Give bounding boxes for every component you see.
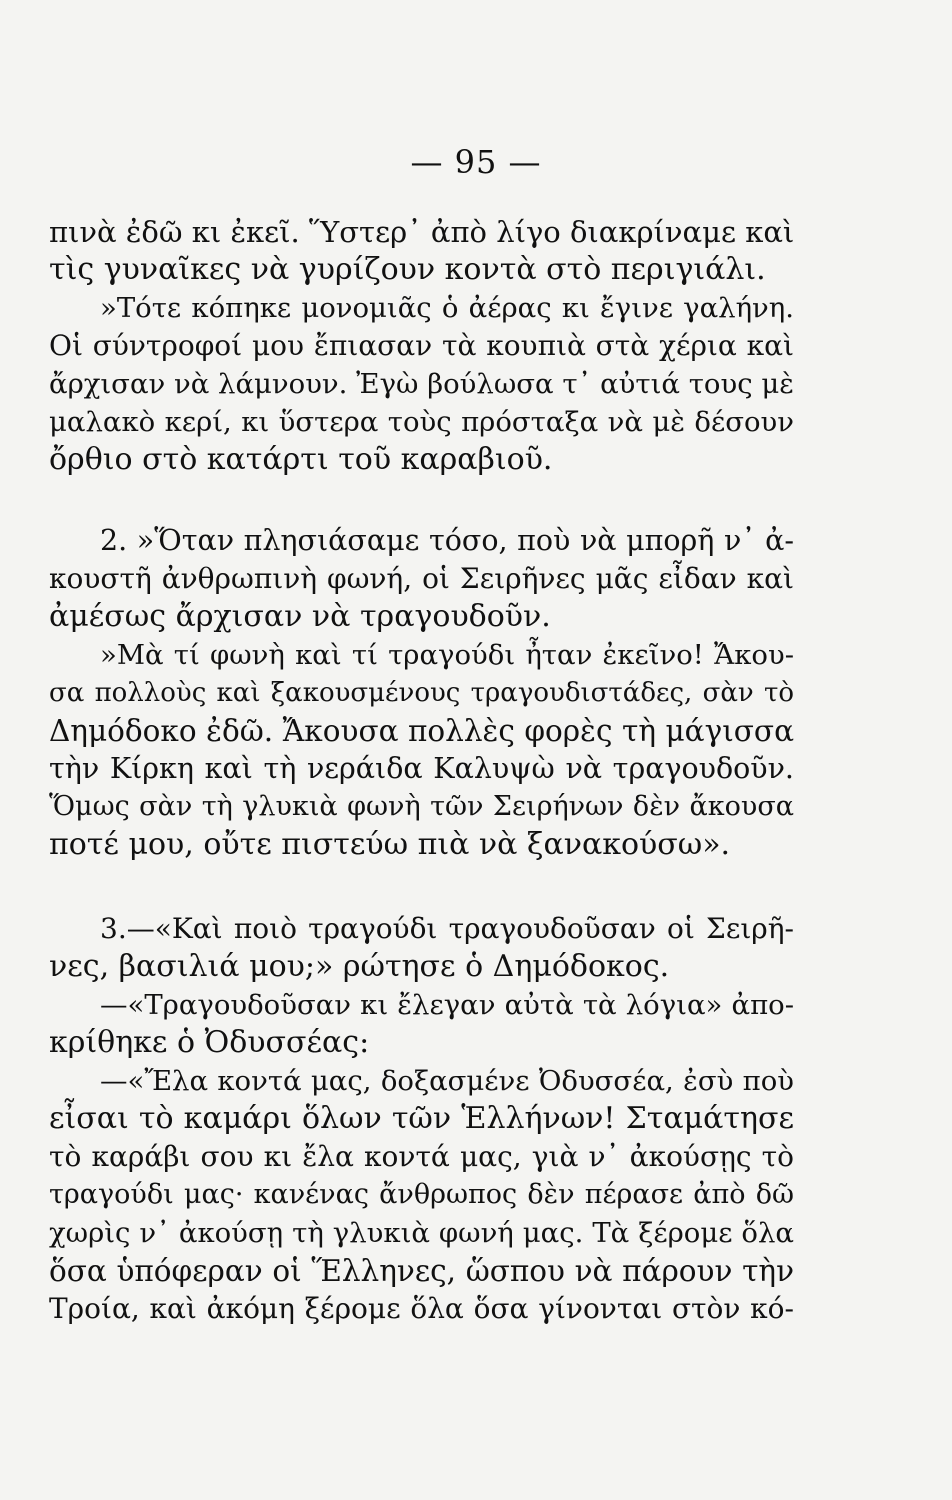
text-line: 2. »Ὅταν πλησιάσαμε τόσο, ποὺ νὰ μπορῆ ν᾽ ἀ- xyxy=(100,524,794,557)
text-line: νες, βασιλιά μου;» ρώτησε ὁ Δημόδοκος. xyxy=(49,949,670,984)
text-line: ὄρθιο στὸ κατάρτι τοῦ καραβιοῦ. xyxy=(49,442,553,477)
text-line: Οἱ σύντροφοί μου ἔπιασαν τὰ κουπιὰ στὰ χέρια καὶ xyxy=(49,329,794,362)
text-line: Ὅμως σὰν τὴ γλυκιὰ φωνὴ τῶν Σειρήνων δὲν ἄκουσα xyxy=(49,791,794,822)
text-line: »Τότε κόπηκε μονομιᾶς ὁ ἀέρας κι ἔγινε γαλήνη. xyxy=(100,292,794,324)
text-line: ἀμέσως ἄρχισαν νὰ τραγουδοῦν. xyxy=(49,599,551,634)
text-line: κρίθηκε ὁ Ὀδυσσέας: xyxy=(49,1025,370,1060)
text-line: Τροία, καὶ ἀκόμη ξέρομε ὅλα ὅσα γίνονται στὸν κό- xyxy=(49,1292,794,1325)
text-line: ἄρχισαν νὰ λάμνουν. Ἐγὼ βούλωσα τ᾽ αὐτιά τους μὲ xyxy=(49,368,794,400)
text-line: τὸ καράβι σου κι ἔλα κοντά μας, γιὰ ν᾽ ἀκούσῃς τὸ xyxy=(49,1140,794,1173)
text-line: 3.—«Καὶ ποιὸ τραγούδι τραγουδοῦσαν οἱ Σειρῆ- xyxy=(100,912,794,945)
text-line: χωρὶς ν᾽ ἀκούσῃ τὴ γλυκιὰ φωνή μας. Τὰ ξέρομε ὅλα xyxy=(49,1217,794,1249)
text-line: κουστῆ ἀνθρωπινὴ φωνή, οἱ Σειρῆνες μᾶς εἶδαν καὶ xyxy=(49,562,794,595)
text-line: σα πολλοὺς καὶ ξακουσμένους τραγουδιστάδες, σὰν τὸ xyxy=(49,678,794,708)
text-line: —«Τραγουδοῦσαν κι ἔλεγαν αὐτὰ τὰ λόγια» ἀπο- xyxy=(100,989,794,1021)
text-line: τὴν Κίρκη καὶ τὴ νεράιδα Καλυψὼ νὰ τραγουδοῦν. xyxy=(49,752,794,785)
text-line: πινὰ ἐδῶ κι ἐκεῖ. Ὕστερ᾽ ἀπὸ λίγο διακρίναμε καὶ xyxy=(49,215,795,249)
text-line: τὶς γυναῖκες νὰ γυρίζουν κοντὰ στὸ περιγιάλι. xyxy=(49,252,766,287)
text-line: Δημόδοκο ἐδῶ. Ἄκουσα πολλὲς φορὲς τὴ μάγισσα xyxy=(49,714,794,748)
text-line: μαλακὸ κερί, κι ὕστερα τοὺς πρόσταξα νὰ μὲ δέσουν xyxy=(49,406,794,438)
text-line: —«Ἔλα κοντά μας, δοξασμένε Ὀδυσσέα, ἐσὺ ποὺ xyxy=(100,1065,794,1097)
page-number: — 95 — xyxy=(410,143,542,181)
text-line: ποτέ μου, οὔτε πιστεύω πιὰ νὰ ξανακούσω». xyxy=(49,827,731,862)
text-line: τραγούδι μας· κανένας ἄνθρωπος δὲν πέρασε ἀπὸ δῶ xyxy=(49,1179,794,1210)
text-line: εἶσαι τὸ καμάρι ὅλων τῶν Ἑλλήνων! Σταμάτησε xyxy=(49,1101,794,1136)
text-line: ὅσα ὑπόφεραν οἱ Ἕλληνες, ὥσπου νὰ πάρουν τὴν xyxy=(49,1254,794,1288)
text-line: »Μὰ τί φωνὴ καὶ τί τραγούδι ἦταν ἐκεῖνο! Ἄκου- xyxy=(100,639,794,671)
